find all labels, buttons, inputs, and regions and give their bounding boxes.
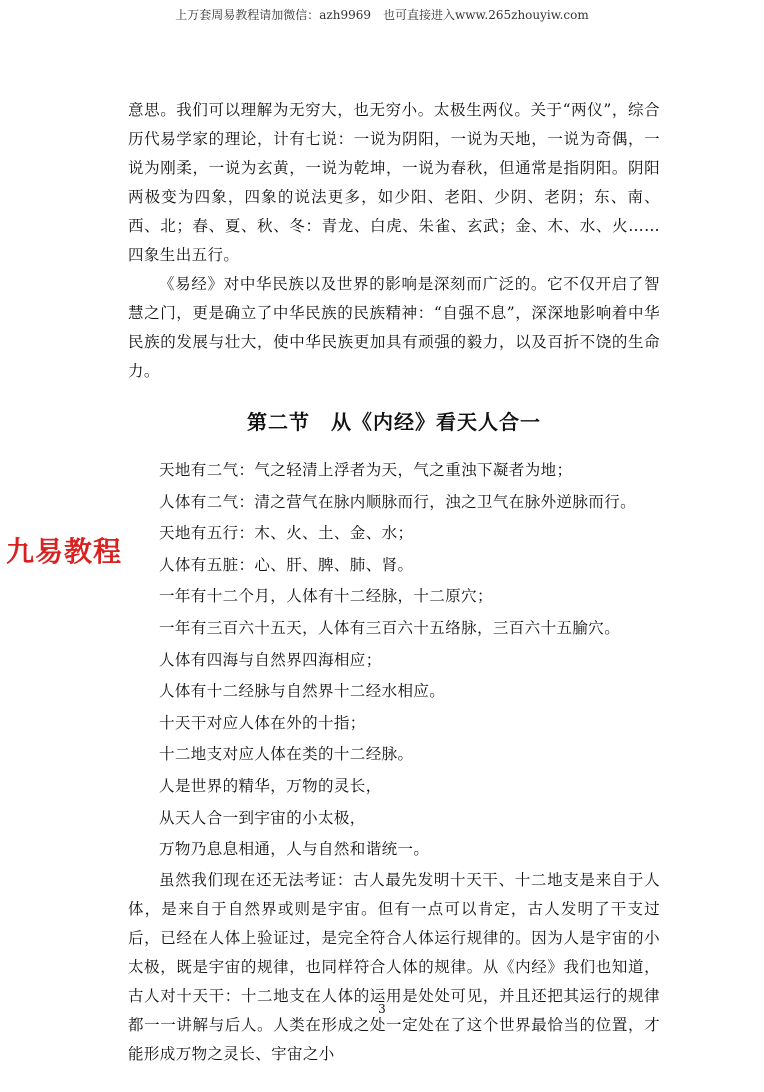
list-item: 万物乃息息相通，人与自然和谐统一。 — [159, 840, 430, 859]
paragraph-continuation: 意思。我们可以理解为无穷大，也无穷小。太极生两仪。关于“两仪”，综合历代易学家的理论，计有七说：一说为阴阳，一说为天地，一说为奇偶，一说为刚柔，一说为玄黄，一说为乾坤，一说为春秋，但通常是指阴阳。阴阳两极变为四象，四象的说法更多，如少阳、老阳、少阴、老阴；东、南、西、北；春、夏、秋、冬：青龙、白虎、朱雀、玄武；金、木、水、火……四象生出五行。 — [128, 101, 660, 264]
paragraph-ganzhi: 虽然我们现在还无法考证：古人最先发明十天干、十二地支是来自于人体，是来自于自然界或则是宇宙。但有一点可以肯定，古人发明了干支过后，已经在人体上验证过，是完全符合人体运行规律的。因为人是宇宙的小太极，既是宇宙的规律，也同样符合人体的规律。从《内经》我们也知道，古人对十天干：十二地支在人体的运用是处处可见，并且还把其运行的规律都一一讲解与后人。人类在形成之处一定处在了这个世界最恰当的位置，才能形成万物之灵长、宇宙之小 — [128, 870, 660, 1063]
list-item: 天地有二气：气之轻清上浮者为天，气之重浊下凝者为地； — [159, 461, 573, 479]
correspondence-list — [128, 455, 660, 866]
list-item: 一年有十二个月，人体有十二经脉，十二原穴； — [159, 587, 493, 606]
list-item: 天地有五行：木、火、土、金、水； — [159, 524, 414, 543]
page-content — [128, 96, 660, 1069]
list-item: 人体有四海与自然界四海相应； — [159, 650, 382, 669]
list-item: 人体有二气：清之营气在脉内顺脉而行，浊之卫气在脉外逆脉而行。 — [159, 492, 637, 511]
list-item: 十二地支对应人体在类的十二经脉。 — [159, 745, 414, 764]
list-item: 人体有十二经脉与自然界十二经水相应。 — [159, 682, 446, 701]
section-title: 第二节 从《内经》看天人合一 — [247, 410, 541, 434]
paragraph-yijing-influence: 《易经》对中华民族以及世界的影响是深刻而广泛的。它不仅开启了智慧之门，更是确立了中华民族的民族精神：“自强不息”，深深地影响着中华民族的发展与壮大，使中华民族更加具有顽强的毅力，以及百折不饶的生命力。 — [128, 275, 660, 380]
page-header: 上万套周易教程请加微信：azh9969 也可直接进入www.265zhouyiw.com — [175, 8, 589, 22]
list-item: 一年有三百六十五天，人体有三百六十五络脉，三百六十五腧穴。 — [159, 618, 621, 637]
page-number: 3 — [378, 1002, 386, 1016]
watermark-logo: 九易教程 — [6, 535, 123, 568]
list-item: 十天干对应人体在外的十指； — [159, 713, 366, 732]
list-item: 人体有五脏：心、肝、脾、肺、肾。 — [159, 555, 414, 574]
list-item: 人是世界的精华，万物的灵长， — [159, 776, 382, 795]
list-item: 从天人合一到宇宙的小太极， — [159, 808, 366, 827]
